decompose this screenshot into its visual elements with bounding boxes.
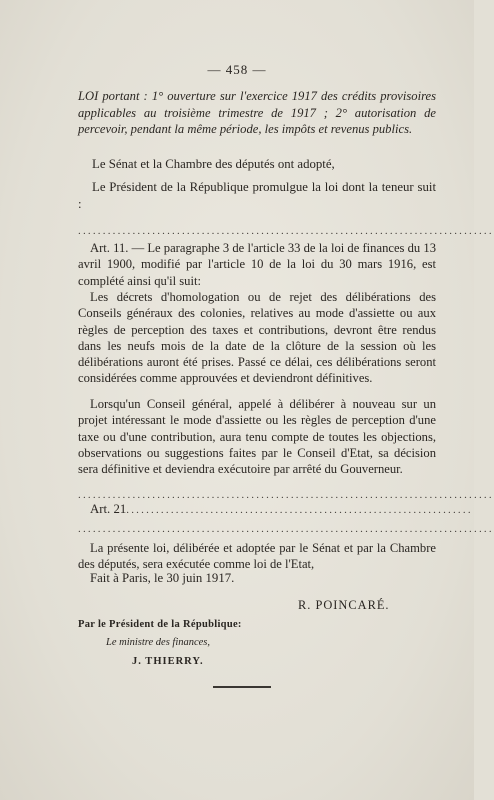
article-21-label: Art. 21 <box>90 502 127 516</box>
president-signature: R. POINCARÉ. <box>298 598 390 612</box>
closing-statement: La présente loi, délibérée et adoptée par le Sénat et par la Chambre des députés, sera exécutée comme loi de l'Etat, <box>78 541 436 572</box>
law-title: LOI portant : 1° ouverture sur l'exercice 1917 des crédits provisoires applicables au troisième trimestre de 1917 ; 2° autorisation de percevoir, pendant la même période, les impôts et revenus publics. <box>78 89 436 136</box>
article-11-paragraph-2: Lorsqu'un Conseil général, appelé à délibérer à nouveau sur un projet intéressant le mode d'assiette ou les règles de perception d'une taxe ou d'une contribution, aura tenu compte de toutes les objections, observations ou suggestions faites par le Conseil d'Etat, sa décision sera définitive et deviendra exécutoire par arrêté du Gouverneur. <box>78 397 436 477</box>
page-number: — 458 — <box>207 62 267 77</box>
minister-name: J. THIERRY. <box>132 656 204 667</box>
place-and-date: Fait à Paris, le 30 juin 1917. <box>90 571 235 585</box>
omission-dots: .................................................................................... <box>78 489 494 501</box>
omission-dots: .................................................................................... <box>78 225 494 237</box>
promulgation-statement: Le Président de la République promulgue la loi dont la teneur suit : <box>78 180 436 211</box>
article-21: Art. 21...................................................................... <box>90 502 473 516</box>
countersign-heading: Par le Président de la République: <box>78 619 242 630</box>
article-11-intro: Art. 11. — Le paragraphe 3 de l'article 33 de la loi de finances du 13 avril 1900, modifié par l'article 10 de la loi du 30 mars 1916, est complété ainsi qu'il suit: <box>78 241 436 288</box>
adoption-statement: Le Sénat et la Chambre des députés ont adopté, <box>92 157 335 171</box>
end-rule <box>213 686 271 688</box>
minister-title: Le ministre des finances, <box>106 637 211 648</box>
omission-dots: .................................................................................... <box>78 523 494 535</box>
article-11-paragraph-1: Les décrets d'homologation ou de rejet des délibérations des Conseils généraux des colonies, relatives au mode d'assiette ou aux règles de perception des taxes et contributions, devront être rendus dans les neufs mois de la date de la clôture de la session où les délibérations auront été prises. Passé ce délai, ces délibérations seront considérées comme approuvées et deviendront définitives. <box>78 290 436 386</box>
